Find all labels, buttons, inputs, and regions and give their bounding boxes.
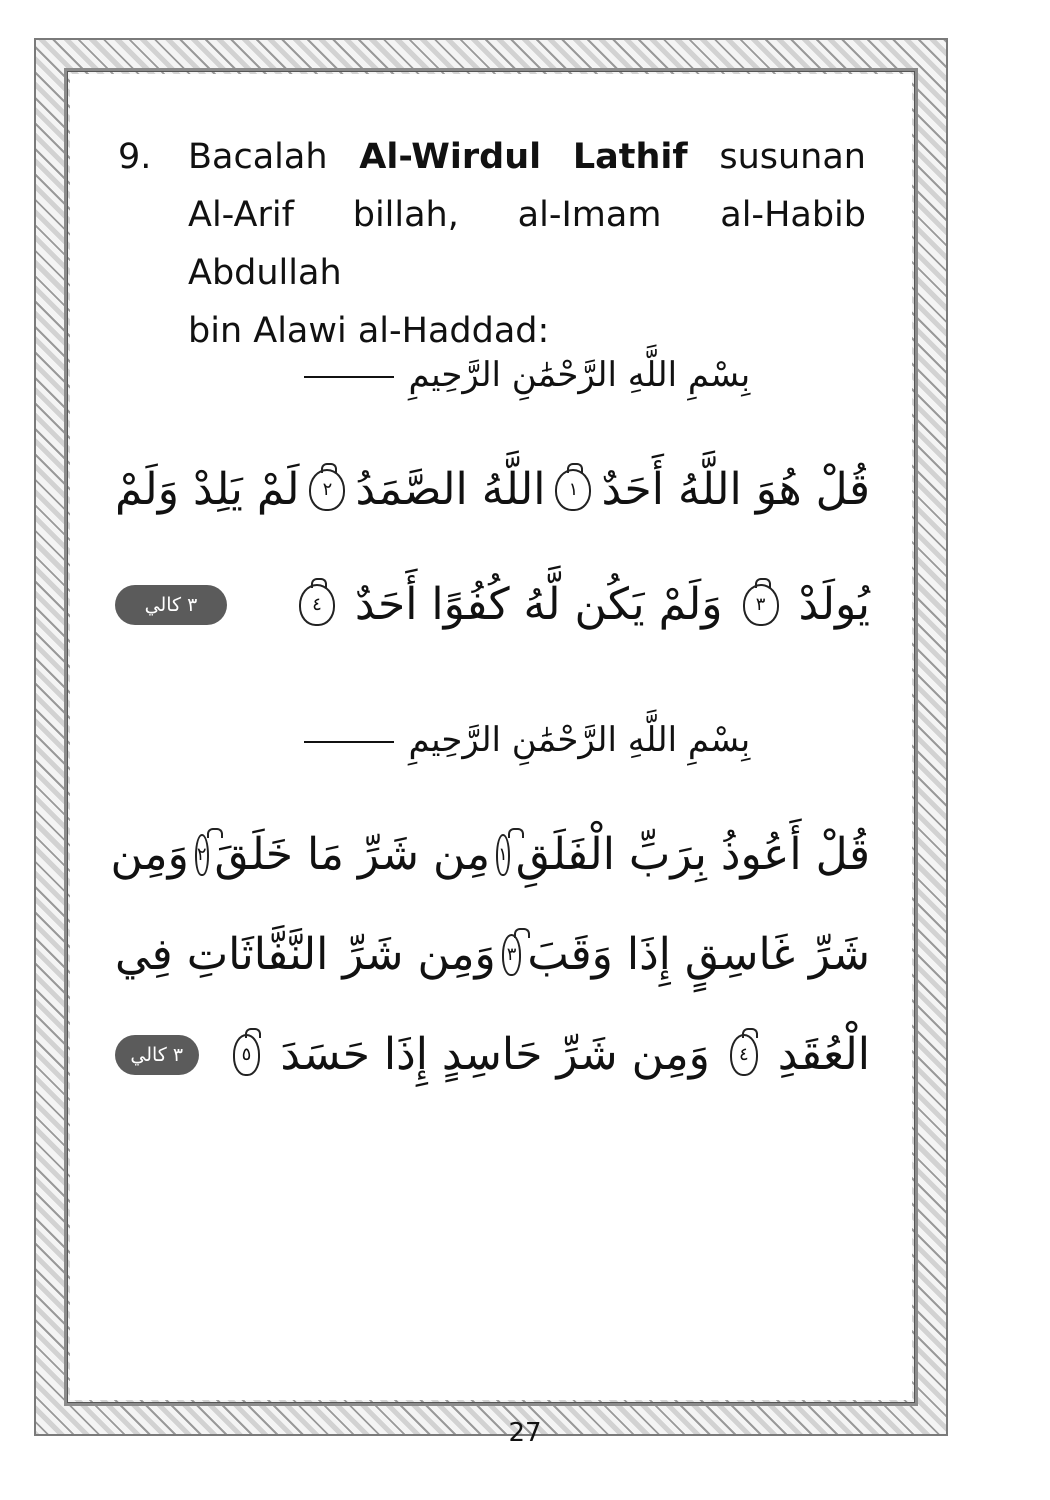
falaq-line-1 [110, 820, 870, 890]
falaq-line-3 [115, 1020, 870, 1090]
item-word: Bacalah [188, 137, 328, 177]
verse-text: مِن شَرِّ مَا خَلَقَ [214, 829, 491, 880]
ikhlas-line-2 [115, 570, 870, 640]
verse-text: وَمِن شَرِّ حَاسِدٍ إِذَا حَسَدَ [280, 1029, 710, 1080]
item-line-1 [188, 128, 866, 186]
verse-text: قُلْ هُوَ اللَّهُ أَحَدٌ [601, 464, 870, 515]
verse-text: وَلَمْ يَكُن لَّهُ كُفُوًا أَحَدٌ [354, 579, 723, 630]
item-number: 9. [118, 137, 152, 177]
ayah-marker: ٢ [195, 834, 209, 876]
ayah-marker: ٤ [299, 584, 335, 626]
ayah-marker: ٤ [730, 1034, 758, 1076]
item-word: susunan [719, 137, 866, 177]
item-text [188, 128, 866, 360]
ayah-marker: ٢ [309, 469, 345, 511]
repeat-badge: ٣ كالي [115, 585, 227, 625]
verse-text: شَرِّ غَاسِقٍ إِذَا وَقَبَ [527, 929, 870, 980]
falaq-line-2 [115, 920, 870, 990]
ayah-marker: ١ [555, 469, 591, 511]
basmala-swash [304, 741, 394, 743]
ayah-marker: ٥ [233, 1034, 261, 1076]
item-bold-title-1: Al-Wirdul [359, 137, 542, 177]
ikhlas-line-1 [115, 455, 870, 525]
verse-text: لَمْ يَلِدْ وَلَمْ [115, 464, 300, 515]
basmala-text: بِسْمِ اللَّهِ الرَّحْمَٰنِ الرَّحِيمِ [408, 720, 751, 760]
page-number: 27 [508, 1418, 542, 1448]
ayah-marker: ٣ [502, 934, 522, 976]
verse-text: يُولَدْ [798, 579, 870, 630]
verse-text: قُلْ أَعُوذُ بِرَبِّ الْفَلَقِ [515, 829, 870, 880]
verse-text: الْعُقَدِ [777, 1029, 870, 1080]
repeat-badge: ٣ كالي [115, 1035, 199, 1075]
item-bold-title-2: Lathif [572, 137, 688, 177]
basmala-text: بِسْمِ اللَّهِ الرَّحْمَٰنِ الرَّحِيمِ [408, 355, 751, 395]
ayah-marker: ٣ [743, 584, 779, 626]
verse-text: وَمِن شَرِّ النَّفَّاثَاتِ فِي [115, 929, 496, 980]
item-line-2: Al-Arif billah, al-Imam al-Habib Abdullah [188, 195, 866, 293]
basmala-ikhlas [0, 355, 1050, 395]
item-line-3: bin Alawi al-Haddad: [188, 311, 550, 351]
basmala-swash [304, 376, 394, 378]
ayah-marker: ١ [496, 834, 510, 876]
basmala-falaq [0, 720, 1050, 760]
verse-text: وَمِن [110, 829, 189, 880]
verse-text: اللَّهُ الصَّمَدُ [355, 464, 546, 515]
